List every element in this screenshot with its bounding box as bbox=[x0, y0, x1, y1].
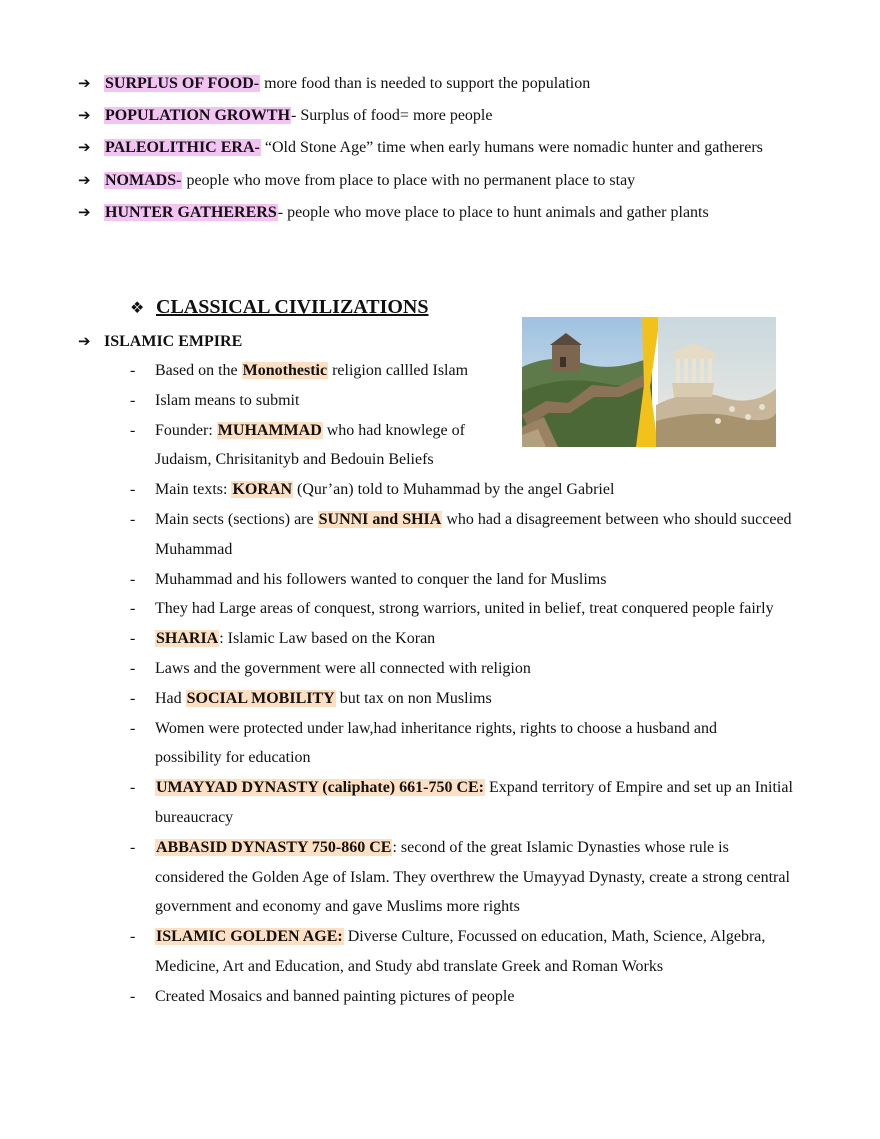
list-item: - Main sects (sections) are SUNNI and SHIA who had a disagreement between who should succeed Muhammad bbox=[128, 505, 795, 565]
section-heading-text: CLASSICAL CIVILIZATIONS bbox=[156, 296, 429, 318]
vocab-definition: “Old Stone Age” time when early humans were nomadic hunter and gatherers bbox=[260, 139, 763, 156]
vocab-item bbox=[78, 135, 763, 159]
empire-title: ISLAMIC EMPIRE bbox=[104, 333, 243, 350]
list-item: - Women were protected under law,had inheritance rights, rights to choose a husband and possibility for education bbox=[128, 714, 770, 774]
list-item: - Based on the Monothestic religion callled Islam bbox=[128, 356, 500, 386]
vocab-term: SURPLUS OF FOOD- bbox=[105, 75, 260, 92]
list-item: - Laws and the government were all connected with religion bbox=[128, 654, 848, 684]
diamond-bullet-icon: ❖ bbox=[130, 298, 145, 317]
list-item: - Had SOCIAL MOBILITY but tax on non Muslims bbox=[128, 684, 848, 714]
key-term: SOCIAL MOBILITY bbox=[186, 689, 335, 707]
list-item: - ABBASID DYNASTY 750-860 CE: second of the great Islamic Dynasties whose rule is considered the Golden Age of Islam. They overthrew the Umayyad Dynasty, create a strong central government and economy and gave Muslims more rights bbox=[128, 833, 795, 922]
list-item: - Main texts: KORAN (Qur’an) told to Muhammad by the angel Gabriel bbox=[128, 475, 848, 505]
list-item: - Islam means to submit bbox=[128, 386, 500, 416]
key-term: ISLAMIC GOLDEN AGE: bbox=[156, 928, 343, 946]
list-item: - They had Large areas of conquest, strong warriors, united in belief, treat conquered people fairly bbox=[128, 594, 848, 624]
vocab-definition: - Surplus of food= more people bbox=[291, 107, 493, 124]
vocab-definition: more food than is needed to support the population bbox=[260, 75, 591, 92]
list-item: - Created Mosaics and banned painting pictures of people bbox=[128, 982, 848, 1012]
arrow-icon: ➔ bbox=[78, 106, 91, 124]
vocab-item bbox=[78, 71, 590, 95]
vocab-term: HUNTER GATHERERS bbox=[105, 204, 277, 221]
key-term: SHARIA bbox=[156, 630, 219, 648]
subsection-title bbox=[78, 329, 242, 353]
list-item: - UMAYYAD DYNASTY (caliphate) 661-750 CE: Expand territory of Empire and set up an Initial bureaucracy bbox=[128, 773, 815, 833]
arrow-icon: ➔ bbox=[78, 332, 91, 350]
key-term: SUNNI and SHIA bbox=[318, 510, 442, 528]
vocab-definition: people who move from place to place with no permanent place to stay bbox=[182, 172, 636, 189]
key-term: ABBASID DYNASTY 750-860 CE bbox=[156, 838, 392, 856]
arrow-icon: ➔ bbox=[78, 74, 91, 92]
list-item: - Muhammad and his followers wanted to conquer the land for Muslims bbox=[128, 565, 848, 595]
key-term: KORAN bbox=[232, 481, 292, 499]
vocab-item bbox=[78, 168, 635, 192]
vocab-item bbox=[78, 200, 709, 224]
list-item: - SHARIA: Islamic Law based on the Koran bbox=[128, 624, 848, 654]
vocab-item bbox=[78, 103, 492, 127]
vocab-term: PALEOLITHIC ERA- bbox=[105, 139, 260, 156]
islamic-empire-list bbox=[128, 356, 848, 1012]
arrow-icon: ➔ bbox=[78, 203, 91, 221]
arrow-icon: ➔ bbox=[78, 138, 91, 156]
key-term: Monothestic bbox=[242, 362, 328, 379]
key-term: UMAYYAD DYNASTY (caliphate) 661-750 CE: bbox=[156, 779, 484, 797]
section-heading bbox=[130, 293, 429, 321]
arrow-icon: ➔ bbox=[78, 171, 91, 189]
vocab-term: POPULATION GROWTH bbox=[105, 107, 291, 124]
key-term: MUHAMMAD bbox=[217, 421, 322, 439]
list-item: - Founder: MUHAMMAD who had knowlege of Judaism, Chrisitanityb and Bedouin Beliefs bbox=[128, 416, 500, 476]
list-item: - ISLAMIC GOLDEN AGE: Diverse Culture, Focussed on education, Math, Science, Algebra, Medicine, Art and Education, and Study abd translate Greek and Roman Works bbox=[128, 922, 830, 982]
vocab-term: NOMADS- bbox=[105, 172, 182, 189]
vocab-definition: - people who move place to place to hunt animals and gather plants bbox=[277, 204, 709, 221]
